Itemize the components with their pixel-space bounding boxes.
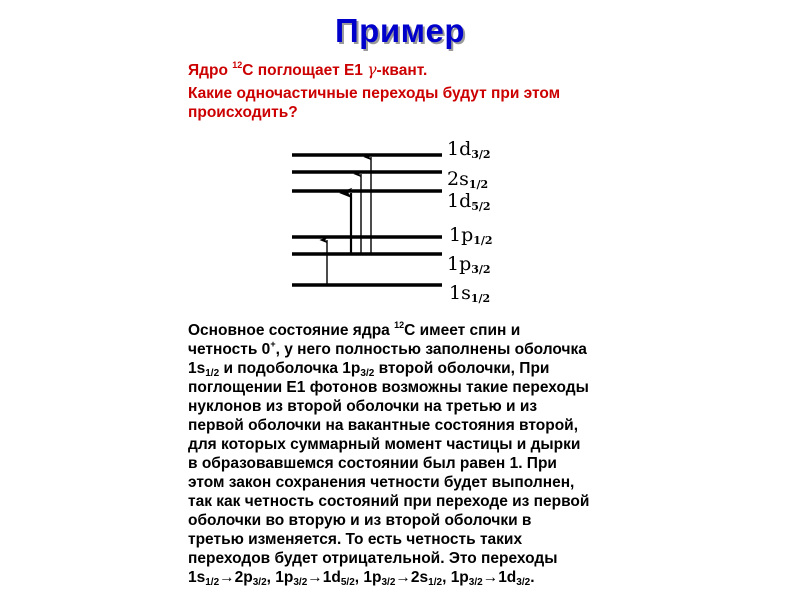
explanation-paragraph (188, 321, 628, 587)
paragraph-line: четность 0+, у него полностью заполнены оболочка (188, 338, 587, 358)
paragraph-line: третью изменяется. То есть четность таких (188, 531, 523, 548)
paragraph-line: $1s_{1/2}$ и подоболочка $1p_{3/2}$ второй оболочки, При (188, 360, 550, 379)
level-label-1p32: 1p3/2 (447, 253, 491, 276)
level-label-2s12: 2s1/2 (447, 168, 489, 191)
arrow-icon: → (482, 569, 499, 586)
question-text: -квант. (376, 62, 428, 79)
question-text: Ядро (188, 62, 233, 79)
arrow-icon: → (307, 569, 323, 586)
paragraph-line: нуклонов из второй оболочки на третью и из (188, 398, 538, 415)
paragraph-line: Основное состояние ядра $^{12}$С имеет спин и (188, 319, 521, 339)
arrow-icon: → (219, 569, 235, 586)
level-label-1p12: 1p1/2 (449, 224, 493, 247)
paragraph-line: в образовавшемся состоянии был равен 1. При (188, 455, 557, 472)
paragraph-line: оболочки во вторую и из второй оболочки в (188, 512, 532, 529)
paragraph-line: переходов будет отрицательной. Это переходы (188, 550, 558, 567)
paragraph-line: поглощении Е1 фотонов возможны такие переходы (188, 379, 589, 396)
paragraph-line: так как четность состояний при переходе из первой (188, 493, 590, 510)
isotope-mass-number: 12 (232, 59, 243, 70)
arrow-icon: → (395, 569, 411, 586)
level-label-1d52: 1d5/2 (447, 190, 491, 213)
level-label-1s12: 1s1/2 (449, 282, 491, 305)
transitions-line: $1s_{1/2}\to 2p_{3/2}$, $1p_{3/2}\to 1d_{5/2}$, $1p_{3/2}\to 2s_{1/2}$, $1p_{3/2}\to 1d_{3/2}$. (188, 569, 535, 588)
paragraph-line: этом закон сохранения четности будет выполнен, (188, 474, 575, 491)
question-line-2: Какие одночастичные переходы будут при этом происходить? (188, 85, 561, 121)
question-text: С поглощает Е1 (242, 62, 368, 79)
gamma-symbol: γ (367, 61, 377, 79)
page-title: Пример (334, 12, 466, 49)
level-label-1d32: 1d3/2 (447, 138, 491, 161)
paragraph-line: первой оболочки на вакантные состояния второй, (188, 417, 578, 434)
paragraph-line: для которых суммарный момент частицы и дырки (188, 436, 581, 453)
